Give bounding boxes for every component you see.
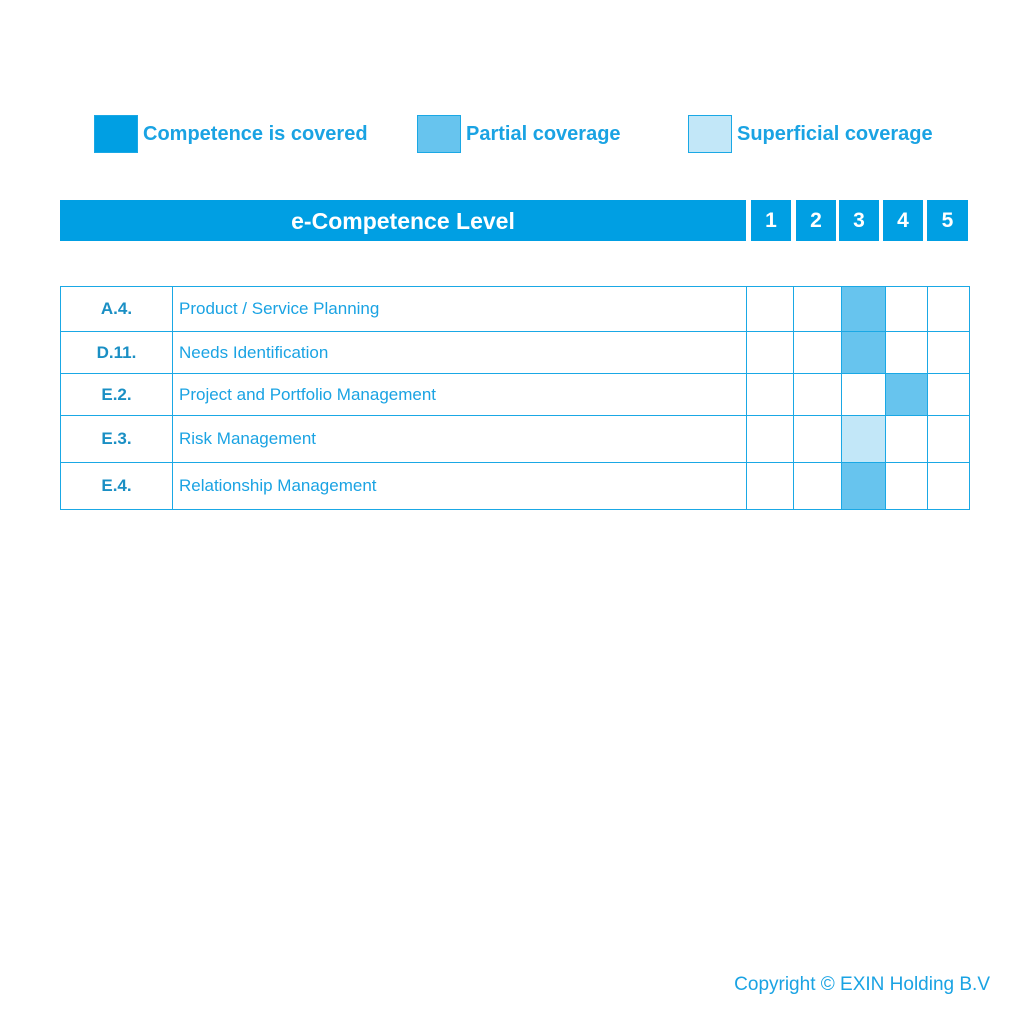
table-row bbox=[61, 416, 970, 463]
competence-name: Needs Identification bbox=[173, 332, 747, 374]
level-cell bbox=[794, 374, 842, 416]
level-header-1: 1 bbox=[751, 200, 791, 241]
level-cell bbox=[886, 332, 928, 374]
legend-label-covered: Competence is covered bbox=[143, 123, 368, 145]
level-cell bbox=[747, 416, 794, 463]
table-row bbox=[61, 332, 970, 374]
legend-swatch-partial bbox=[417, 115, 461, 153]
level-header-5: 5 bbox=[927, 200, 968, 241]
level-cell bbox=[928, 332, 970, 374]
table-row bbox=[61, 287, 970, 332]
competence-code: D.11. bbox=[61, 332, 173, 374]
level-cell bbox=[842, 463, 886, 510]
competence-code: A.4. bbox=[61, 287, 173, 332]
competence-name: Risk Management bbox=[173, 416, 747, 463]
competence-matrix bbox=[60, 286, 970, 510]
level-cell bbox=[928, 287, 970, 332]
competence-code: E.4. bbox=[61, 463, 173, 510]
level-cell bbox=[928, 463, 970, 510]
level-cell bbox=[886, 374, 928, 416]
competence-level-header: e-Competence Level bbox=[60, 200, 746, 241]
level-cell bbox=[928, 374, 970, 416]
level-cell bbox=[886, 463, 928, 510]
level-cell bbox=[747, 332, 794, 374]
competence-name: Product / Service Planning bbox=[173, 287, 747, 332]
level-cell bbox=[842, 374, 886, 416]
competence-code: E.3. bbox=[61, 416, 173, 463]
level-cell bbox=[794, 332, 842, 374]
table-row bbox=[61, 463, 970, 510]
legend-label-superficial: Superficial coverage bbox=[737, 123, 933, 145]
level-header-3: 3 bbox=[839, 200, 879, 241]
level-cell bbox=[794, 416, 842, 463]
level-header-4: 4 bbox=[883, 200, 923, 241]
level-header-2: 2 bbox=[796, 200, 836, 241]
level-cell bbox=[842, 287, 886, 332]
table-row bbox=[61, 374, 970, 416]
level-cell bbox=[842, 332, 886, 374]
level-cell bbox=[747, 374, 794, 416]
competence-code: E.2. bbox=[61, 374, 173, 416]
level-cell bbox=[747, 463, 794, 510]
level-cell bbox=[794, 287, 842, 332]
legend-swatch-covered bbox=[94, 115, 138, 153]
level-cell bbox=[842, 416, 886, 463]
competence-name: Project and Portfolio Management bbox=[173, 374, 747, 416]
copyright-notice: Copyright © EXIN Holding B.V bbox=[734, 974, 990, 995]
level-cell bbox=[794, 463, 842, 510]
level-cell bbox=[928, 416, 970, 463]
level-cell bbox=[886, 416, 928, 463]
competence-name: Relationship Management bbox=[173, 463, 747, 510]
level-cell bbox=[886, 287, 928, 332]
legend-swatch-superficial bbox=[688, 115, 732, 153]
level-cell bbox=[747, 287, 794, 332]
legend-label-partial: Partial coverage bbox=[466, 123, 621, 145]
